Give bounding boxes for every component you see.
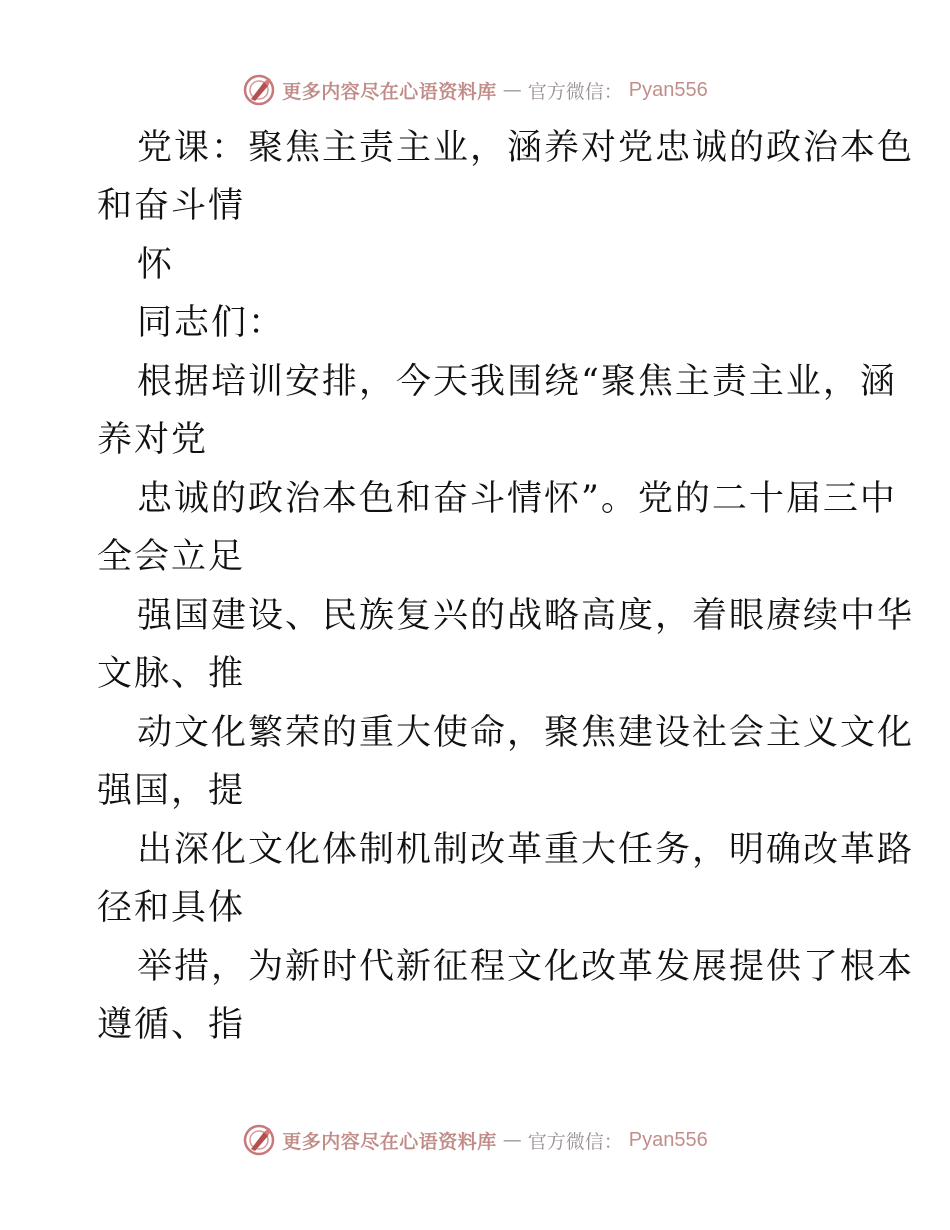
paragraph-line: 全会立足 [97,537,246,577]
paragraph-line: 强国，提 [97,771,246,811]
paragraph-line: 举措，为新时代新征程文化改革发展提供了根本 [137,947,915,987]
watermark-group [242,1123,708,1157]
document-title-cont: 和奋斗情 [97,186,246,226]
paragraph-line: 养对党 [97,420,209,460]
paragraph-line: 遵循、指 [97,1005,246,1045]
watermark-group [242,73,708,107]
paragraph-line: 忠诚的政治本色和奋斗情怀”。党的二十届三中 [137,479,897,519]
paragraph-line: 强国建设、民族复兴的战略高度，着眼赓续中华 [137,596,915,636]
header-watermark [0,70,950,110]
watermark-brand: 更多内容尽在心语资料库 [282,80,497,103]
watermark-brand: 更多内容尽在心语资料库 [282,1130,497,1153]
paragraph-line: 文脉、推 [97,654,246,694]
watermark-wechat-label: 官方微信： [527,1130,623,1153]
salutation: 同志们： [137,303,286,343]
watermark-separator: — [502,1129,522,1151]
document-title: 党课：聚焦主责主业，涵养对党忠诚的政治本色 [137,128,915,168]
paragraph-line: 出深化文化体制机制改革重大任务，明确改革路 [137,830,915,870]
paragraph-line: 径和具体 [97,888,246,928]
paragraph-line: 动文化繁荣的重大使命，聚焦建设社会主义文化 [137,713,915,753]
paragraph-line: 根据培训安排，今天我围绕“聚焦主责主业，涵 [137,362,897,402]
watermark-wechat-label: 官方微信： [527,80,623,103]
watermark-wechat-id: Pyan556 [628,1128,708,1151]
footer-watermark [0,1120,950,1160]
watermark-wechat-id: Pyan556 [628,78,708,101]
pen-nib-logo-icon [242,1123,276,1157]
pen-nib-logo-icon [242,73,276,107]
document-title-end: 怀 [137,245,175,285]
watermark-separator: — [502,79,522,101]
